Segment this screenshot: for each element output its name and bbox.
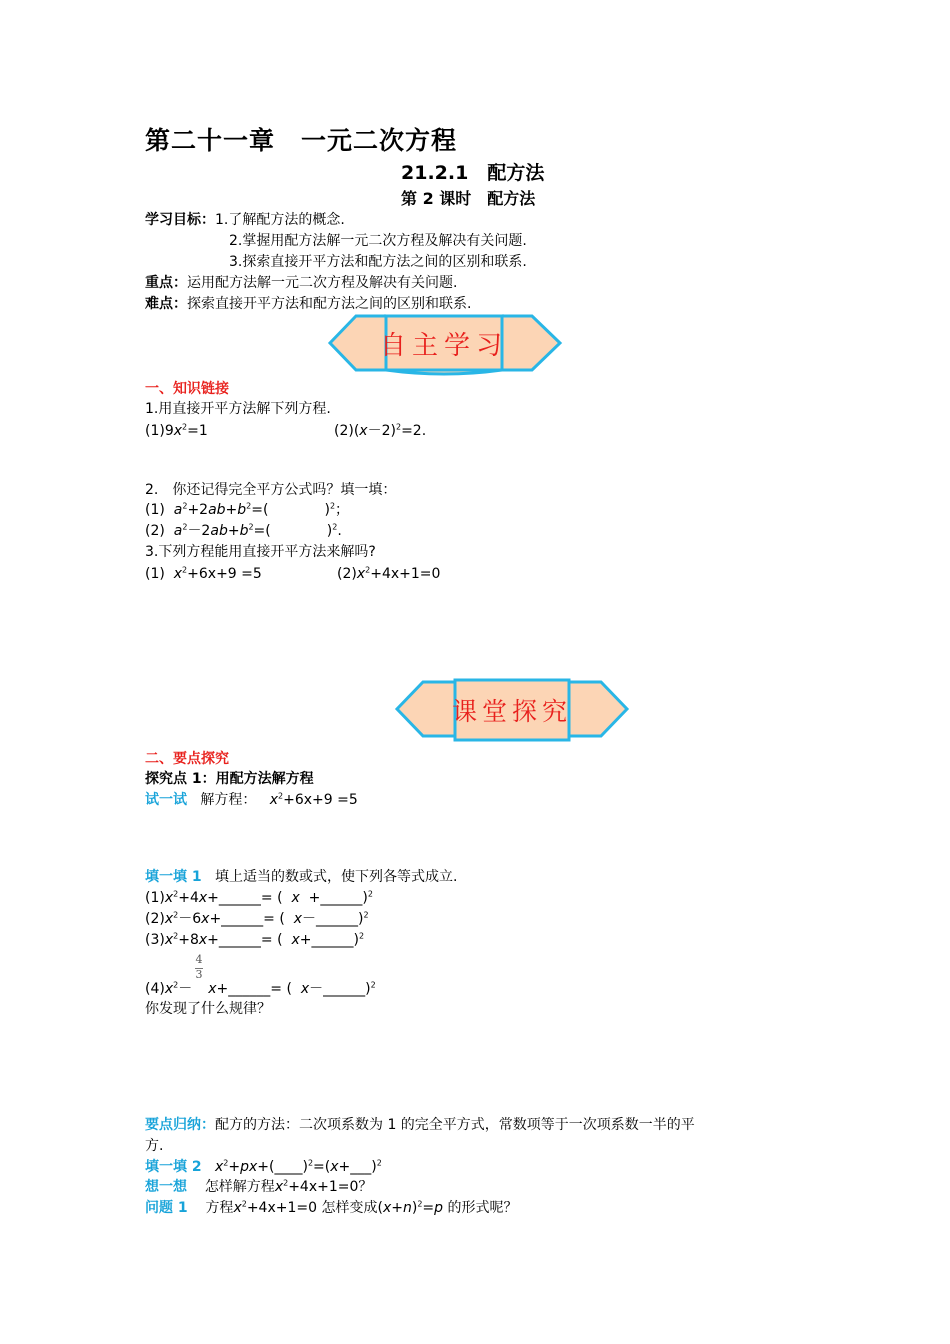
item-num: (2) (145, 911, 165, 927)
banner-class-explore (393, 676, 633, 746)
fill1-item: $(4)x^2-$ x+______= ( x－______)$^2$ (145, 980, 376, 997)
q1-a-post: =1 (187, 423, 208, 439)
banner-class-explore-text: 课堂探究 (451, 697, 573, 726)
difficulty-label: 难点： (145, 296, 187, 312)
fill1-item: $(1)x^2+4x+\_\_\_\_\_\_=$ ( x +______)$^2$ (145, 889, 373, 906)
q3-text: 3.下列方程能用直接开平方法来解吗? (145, 544, 376, 560)
think-text: 怎样解方程 (204, 1179, 275, 1195)
try-eq: +6x+9 =5 (283, 792, 358, 808)
fraction-numerator: 4 (195, 953, 203, 966)
item-num: (3) (145, 932, 165, 948)
q1-a: $(1)9x^2=1$ (145, 422, 208, 439)
q2-b-num: (2) (145, 523, 165, 539)
think-eq: +4x+1=0？ (288, 1179, 373, 1195)
q1-b-prefix: (2)( (334, 423, 360, 439)
key-point-text: 运用配方法解一元二次方程及解决有关问题. (187, 275, 458, 291)
q3-a-num: (1) (145, 566, 165, 582)
objective-item: 2.掌握用配方法解一元二次方程及解决有关问题. (229, 233, 527, 249)
think-label: 想一想 (145, 1179, 187, 1195)
question1-mid: +4x+1=0 怎样变成( (246, 1200, 383, 1216)
part2-heading: 二、要点探究 (145, 751, 229, 767)
key-point (145, 273, 457, 293)
fill1-item: $(2)x^2-6x+\_\_\_\_\_\_=$ ( x－______)$^2$ (145, 910, 369, 927)
discover-text: 你发现了什么规律？ (145, 1001, 271, 1017)
difficulty (145, 294, 471, 314)
part1-heading: 一、知识链接 (145, 381, 229, 397)
fill1-row (145, 867, 457, 887)
q2-b: (2) $a^2-2ab+b^2=$( )$^2$. (145, 522, 342, 539)
question1-row: 问题 1 方程$x^2+4x+1=0$ 怎样变成$(x+n)^2=p$ 的形式呢？ (145, 1199, 518, 1216)
think-row: 想一想 怎样解方程$x^2+4x+1=0$？ (145, 1178, 373, 1195)
question1-label: 问题 1 (145, 1200, 188, 1216)
q2-a: (1) $a^2+2ab+b^2=$( )$^2$； (145, 501, 350, 518)
q3-b: $(2)x^2+4x+1=0$ (337, 565, 441, 582)
banner-self-study-text: 自主学习 (379, 331, 509, 361)
q1-b-tail: =2. (401, 423, 427, 439)
question1-pre: 方程 (205, 1200, 234, 1216)
fill2-row: 填一填 2 $x^2+px+(\_\_\_\_)^2=(x+\_\_\_)^2$ (145, 1158, 382, 1175)
try-text: 解方程： (200, 792, 257, 808)
objective-item: 1.了解配方法的概念. (215, 212, 345, 228)
q3-b-num: (2) (337, 566, 357, 582)
difficulty-text: 探索直接开平方法和配方法之间的区别和联系. (187, 296, 472, 312)
fraction-denominator: 3 (195, 968, 203, 981)
question1-post: 的形式呢？ (447, 1200, 518, 1216)
q1-a-var: x (173, 423, 183, 439)
q3-b-tail: +4x+1=0 (370, 566, 441, 582)
section-title: 21.2.1 配方法 (401, 162, 545, 184)
objective-item: 3.探索直接开平方法和配方法之间的区别和联系. (229, 254, 527, 270)
q2-a-post: =( (251, 502, 269, 518)
try-label: 试一试 (145, 792, 187, 808)
q3-a-tail: +6x+9 =5 (187, 566, 262, 582)
q2-a-num: (1) (145, 502, 165, 518)
q1-b-var: x (359, 423, 368, 439)
q2-text: 2. 你还记得完全平方公式吗？填一填： (145, 482, 397, 498)
q3-a: (1) $x^2+6x+9 =5$ (145, 565, 262, 582)
q1-text: 1.用直接开平方法解下列方程. (145, 401, 331, 417)
q1-b-post: －2) (367, 423, 396, 439)
fill2-label: 填一填 2 (145, 1159, 202, 1175)
fill1-label: 填一填 1 (145, 869, 202, 885)
chapter-title: 第二十一章 一元二次方程 (145, 126, 458, 155)
lesson-title: 第 2 课时 配方法 (401, 189, 536, 208)
banner-self-study (326, 312, 566, 378)
q1-a-prefix: (1)9 (145, 423, 174, 439)
q2-b-end: . (337, 523, 342, 539)
objectives-row-1 (145, 210, 345, 230)
item-num: (1) (145, 890, 165, 906)
item-num: (4) (145, 981, 165, 997)
fill1-item: $(3)x^2+8x+\_\_\_\_\_\_=$ ( x+______)$^2$ (145, 931, 365, 948)
summary-text-cont: 方. (145, 1138, 164, 1154)
q1-b: $(2)(x-2)^2=2$. (334, 422, 427, 439)
summary-text: 配方的方法：二次项系数为 1 的完全平方式，常数项等于一次项系数一半的平 (215, 1117, 695, 1133)
key-point-label: 重点： (145, 275, 187, 291)
objectives-label: 学习目标： (145, 212, 215, 228)
explore-point-1: 探究点 1：用配方法解方程 (145, 771, 314, 787)
summary-row (145, 1115, 695, 1135)
fill1-text: 填上适当的数或式，使下列各等式成立. (214, 869, 458, 885)
q2-a-tail: ) (324, 502, 330, 518)
q2-a-end: ； (335, 502, 350, 518)
try-row: 试一试 解方程： $x^2+6x+9 =5$ (145, 791, 358, 808)
summary-label: 要点归纳： (145, 1117, 215, 1133)
